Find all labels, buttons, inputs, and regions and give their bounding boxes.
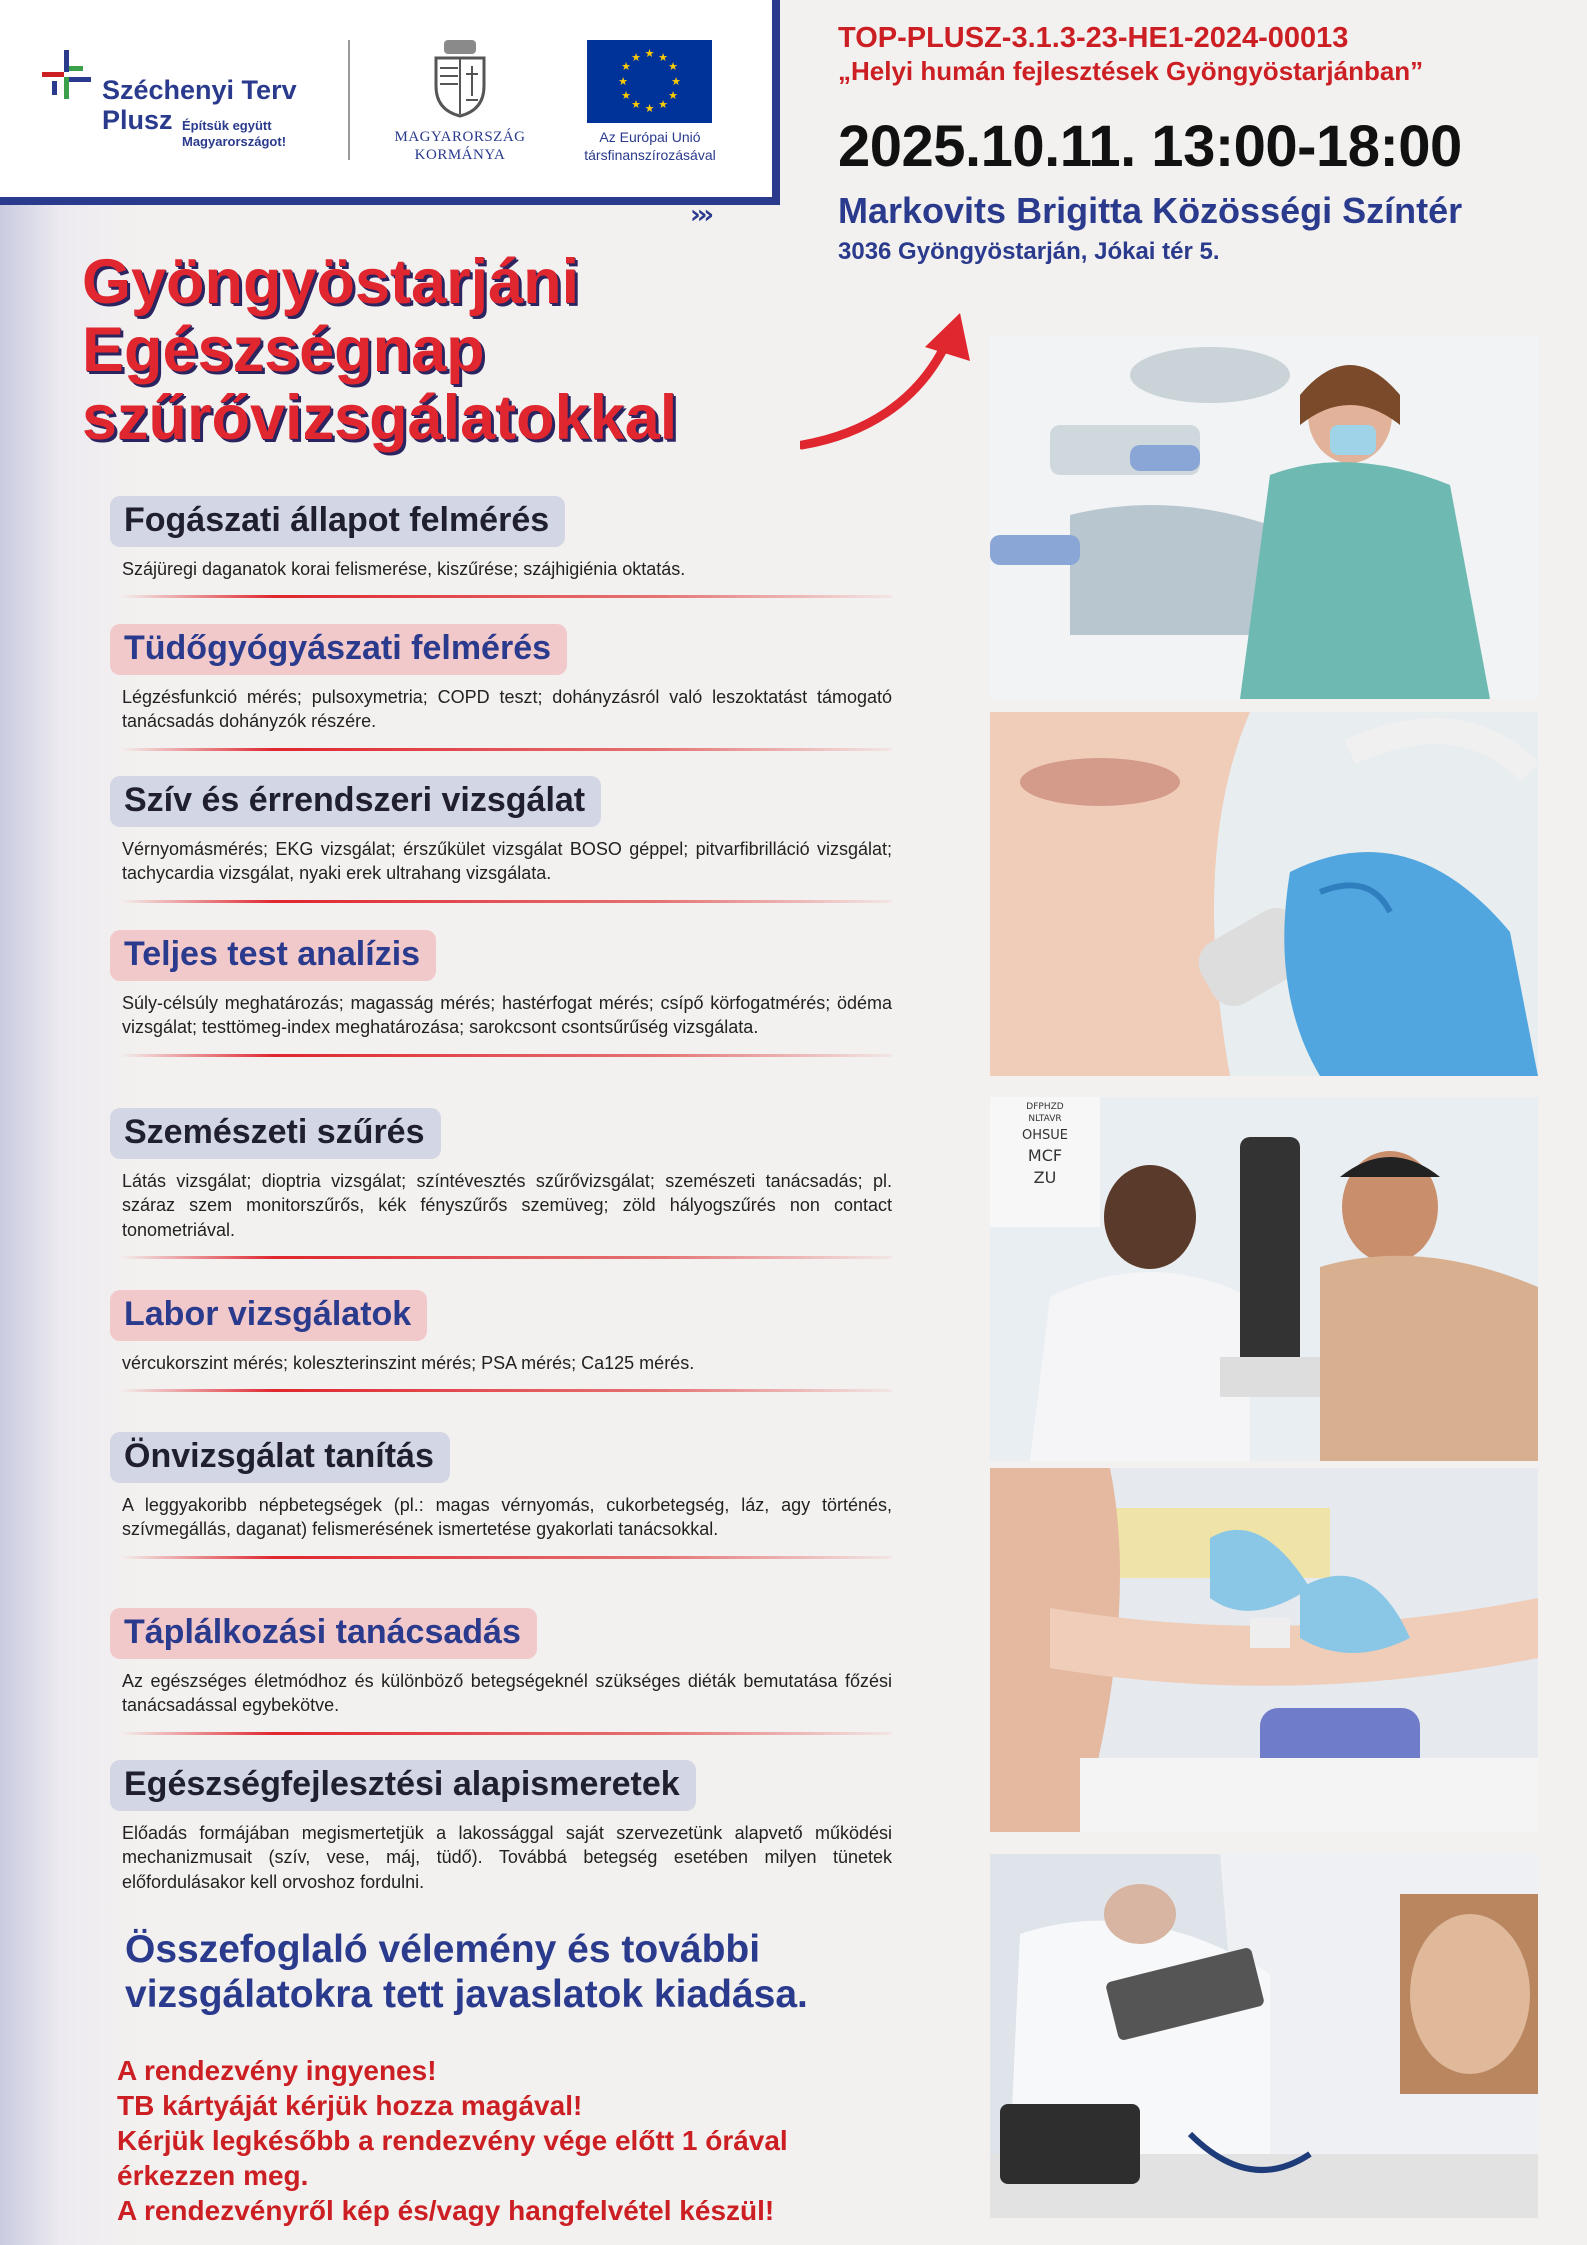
szechenyi-sub-line2: Magyarországot! <box>182 134 287 150</box>
section-text: Az egészséges életmódhoz és különböző betegségeknél szükséges diéták bemutatása főzési tanácsadással egybekötve. <box>122 1671 892 1716</box>
svg-text:★: ★ <box>668 60 678 73</box>
section-pulmonology <box>110 624 892 751</box>
eu-line1: Az Európai Unió <box>599 129 701 145</box>
photo-eye-exam <box>990 1097 1538 1461</box>
main-title-line2: Egészségnap <box>82 315 485 386</box>
section-heading: Szív és érrendszeri vizsgálat <box>110 776 601 827</box>
eye-chart-line4: MCF <box>1027 1146 1063 1165</box>
government-line2: KORMÁNYA <box>414 147 506 163</box>
svg-text:★: ★ <box>631 98 641 111</box>
photo-blood-test <box>990 1468 1538 1832</box>
section-divider <box>120 748 892 751</box>
svg-text:★: ★ <box>631 51 641 64</box>
main-title <box>82 248 677 452</box>
szechenyi-sub-line1: Építsük együtt <box>182 118 272 133</box>
svg-text:★: ★ <box>658 98 668 111</box>
section-heading: Önvizsgálat tanítás <box>110 1432 450 1483</box>
notes <box>117 2053 788 2228</box>
section-divider <box>120 1732 892 1735</box>
note-recording: A rendezvényről kép és/vagy hangfelvétel készül! <box>117 2195 775 2226</box>
section-body-analysis <box>110 930 892 1057</box>
summary-line2: vizsgálatokra tett javaslatok kiadása. <box>125 1972 808 2016</box>
eye-chart-line3: OHSUE <box>1022 1128 1068 1143</box>
note-arrival-cont: érkezzen meg. <box>117 2160 309 2191</box>
summary <box>125 1928 808 2018</box>
section-text: Vérnyomásmérés; EKG vizsgálat; érszűkület vizsgálat BOSO géppel; pitvarfibrilláció vizsgálat; tachycardia vizsgálat, nyaki erek ultrahang vizsgálata. <box>122 839 892 884</box>
svg-text:★: ★ <box>621 89 631 102</box>
event-datetime: 2025.10.11. 13:00-18:00 <box>838 114 1462 179</box>
szechenyi-title-line1: Széchenyi Terv <box>102 75 297 105</box>
header-arrows: ››› <box>690 200 711 230</box>
section-heading: Egészségfejlesztési alapismeretek <box>110 1760 696 1811</box>
svg-text:★: ★ <box>668 89 678 102</box>
eye-chart-line2: NLTAVR <box>1028 1114 1062 1124</box>
section-divider <box>120 1256 892 1259</box>
note-free: A rendezvény ingyenes! <box>117 2055 437 2086</box>
section-cardio <box>110 776 892 903</box>
main-title-line1: Gyöngyöstarjáni <box>82 247 580 317</box>
event-address: 3036 Gyöngyöstarján, Jókai tér 5. <box>838 238 1220 265</box>
section-divider <box>120 900 892 903</box>
eu-label <box>560 129 740 164</box>
section-heading: Tüdőgyógyászati felmérés <box>110 624 567 675</box>
section-text: A leggyakoribb népbetegségek (pl.: magas vérnyomás, cukorbetegség, láz, agy történés, szívmegállás, daganat) felismerésének ismertetése gyakorlati tanácsokkal. <box>122 1495 892 1540</box>
section-divider <box>120 595 892 598</box>
coat-of-arms-icon <box>430 40 490 118</box>
section-self-exam <box>110 1432 892 1559</box>
logo-header <box>0 0 780 205</box>
eu-flag-icon <box>587 40 712 123</box>
szechenyi-subtitle <box>182 118 286 151</box>
svg-text:★: ★ <box>644 102 655 115</box>
szechenyi-logo <box>40 48 340 158</box>
section-text: Súly-célsúly meghatározás; magasság mérés; hastérfogat mérés; csípő körfogatmérés; ödéma vizsgálat; testtömeg-index meghatározása; sarokcsont csontsűrűség vizsgálata. <box>122 993 892 1038</box>
szechenyi-cross-icon <box>40 48 96 104</box>
eu-line2: társfinanszírozásával <box>584 146 716 163</box>
section-text: Előadás formájában megismertetjük a lakossággal saját szervezetünk alapvető működési mechanizmusait (szív, vese, máj, tüdő). Továbbá betegség esetében milyen tünetek előfordulásakor kell orvoshoz fordulni. <box>122 1823 892 1892</box>
section-heading: Táplálkozási tanácsadás <box>110 1608 537 1659</box>
note-arrival: Kérjük legkésőbb a rendezvény vége előtt 1 órával <box>117 2125 788 2156</box>
svg-text:★: ★ <box>618 75 628 88</box>
photo-dentist <box>990 335 1538 699</box>
svg-text:★: ★ <box>644 47 655 60</box>
section-text: vércukorszint mérés; koleszterinszint mérés; PSA mérés; Ca125 mérés. <box>122 1353 695 1373</box>
section-lab <box>110 1290 892 1392</box>
eye-chart-line5: ZU <box>1033 1168 1057 1187</box>
svg-text:★: ★ <box>658 51 668 64</box>
section-heading: Szemészeti szűrés <box>110 1108 441 1159</box>
project-name: „Helyi humán fejlesztések Gyöngyöstarjánban” <box>838 56 1424 86</box>
event-venue: Markovits Brigitta Közösségi Színtér <box>838 190 1463 231</box>
section-divider <box>120 1389 892 1392</box>
project-id: TOP-PLUSZ-3.1.3-23-HE1-2024-00013 <box>838 22 1349 54</box>
section-dental <box>110 496 892 598</box>
government-label <box>375 128 545 164</box>
section-ophthalmology <box>110 1108 892 1259</box>
svg-text:★: ★ <box>621 60 631 73</box>
section-nutrition <box>110 1608 892 1735</box>
section-text: Szájüregi daganatok korai felismerése, kiszűrése; szájhigiénia oktatás. <box>122 559 686 579</box>
svg-text:★: ★ <box>671 75 681 88</box>
summary-line1: Összefoglaló vélemény és további <box>125 1928 761 1971</box>
section-text: Légzésfunkció mérés; pulsoxymetria; COPD teszt; dohányzásról való leszoktatást támogató tanácsadás dohányzók részére. <box>122 687 892 732</box>
section-health-basics <box>110 1760 892 1894</box>
government-line1: MAGYARORSZÁG <box>394 129 526 145</box>
section-text: Látás vizsgálat; dioptria vizsgálat; színtévesztés szűrővizsgálat; szemészeti tanácsadás; pl. száraz szem monitorszűrős, kék fényszűrős szemüveg; zöld hályogszűrés non contact tonometriával. <box>122 1171 892 1240</box>
section-heading: Teljes test analízis <box>110 930 436 981</box>
note-tb-card: TB kártyáját kérjük hozza magával! <box>117 2090 583 2121</box>
main-title-line3: szűrővizsgálatokkal <box>82 383 678 454</box>
photo-ultrasound <box>990 712 1538 1076</box>
section-divider <box>120 1054 892 1057</box>
logo-divider <box>348 40 350 160</box>
photo-doctor-consult <box>990 1854 1538 2218</box>
section-divider <box>120 1556 892 1559</box>
eye-chart-line1: DFPHZD <box>1026 1102 1064 1112</box>
red-arrow-icon <box>800 295 990 455</box>
section-heading: Fogászati állapot felmérés <box>110 496 565 547</box>
szechenyi-title-line2: Plusz <box>102 104 173 135</box>
section-heading: Labor vizsgálatok <box>110 1290 427 1341</box>
